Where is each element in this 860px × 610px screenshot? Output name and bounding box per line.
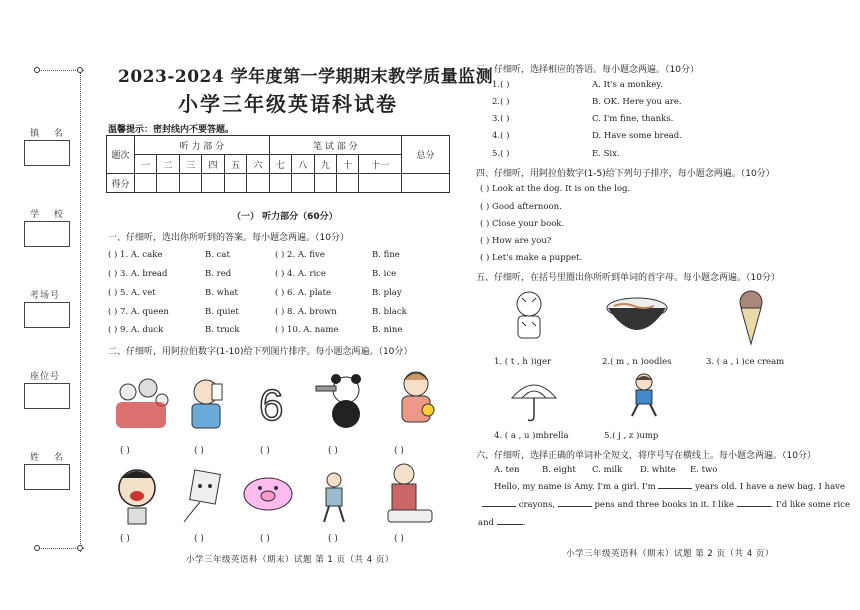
side-label-seat: 座位号 xyxy=(30,372,61,382)
score-col: 六 xyxy=(247,155,269,174)
q2-answer-paren[interactable]: ( ) xyxy=(260,446,270,456)
score-cell[interactable] xyxy=(314,174,336,193)
exam-subtitle: 小学三年级英语科试卷 xyxy=(178,92,398,116)
q1-item-a: ( ) 1. A. cake xyxy=(108,250,163,260)
jumping-kid-picture-icon xyxy=(314,470,354,526)
q6-passage-line-1 xyxy=(494,482,845,492)
score-cell[interactable] xyxy=(359,174,402,193)
footer-page-2: 小学三年级英语科（期末）试题 第 2 页（共 4 页） xyxy=(566,549,774,559)
q4-sentence: ( ) Look at the dog. It is on the log. xyxy=(480,184,631,194)
tiger-picture-icon xyxy=(508,288,550,346)
side-box-town[interactable] xyxy=(24,140,70,166)
q3-number: 1.( ) xyxy=(492,80,510,90)
drinking-boy-picture-icon xyxy=(186,374,230,430)
q2-answer-paren[interactable]: ( ) xyxy=(328,534,338,544)
q6-passage-line-2 xyxy=(482,500,850,510)
footer-page-1: 小学三年级英语科（期末）试题 第 1 页（共 4 页） xyxy=(186,555,394,565)
q1-item-b: B. cat xyxy=(205,250,230,260)
noodles-bowl-picture-icon xyxy=(604,292,670,340)
q2-answer-paren[interactable]: ( ) xyxy=(394,446,404,456)
q6-option: E. two xyxy=(690,465,718,475)
q1-item-d: B. ice xyxy=(372,269,397,279)
jumping-boy-picture-icon xyxy=(624,372,664,422)
score-col: 十一 xyxy=(359,155,402,174)
q4-sentence: ( ) Good afternoon. xyxy=(480,202,562,212)
q6-option: C. milk xyxy=(592,465,623,475)
q6-option: B. eight xyxy=(542,465,576,475)
score-cell[interactable] xyxy=(336,174,358,193)
q2-answer-paren[interactable]: ( ) xyxy=(328,446,338,456)
binding-hole-icon xyxy=(34,545,40,551)
q3-number: 3.( ) xyxy=(492,114,510,124)
q3-number: 5.( ) xyxy=(492,149,510,159)
q3-option: B. OK. Here you are. xyxy=(592,97,682,107)
q2-answer-paren[interactable]: ( ) xyxy=(394,534,404,544)
score-col: 五 xyxy=(224,155,246,174)
score-table xyxy=(106,135,450,193)
score-col: 十 xyxy=(336,155,358,174)
svg-text:6: 6 xyxy=(259,381,284,426)
q5-item: 4. ( a , u )mbrella xyxy=(494,431,569,441)
pig-picture-icon xyxy=(240,472,296,514)
q3-option: D. Have some bread. xyxy=(592,131,682,141)
q1-title: 一、仔细听，选出你所听到的答案。每小题念两遍。（10分） xyxy=(108,233,349,243)
q1-item-c: ( ) 2. A. five xyxy=(275,250,325,260)
q1-item-b: B. truck xyxy=(205,325,240,335)
q5-title: 五、仔细听，在括号里圈出你所听到单词的首字母。每小题念两遍。（10分） xyxy=(476,273,780,283)
score-col: 七 xyxy=(269,155,291,174)
side-label-school: 学 校 xyxy=(30,210,69,220)
q4-sentence: ( ) How are you? xyxy=(480,236,552,246)
q3-option: E. Six. xyxy=(592,149,620,159)
q5-item: 3. ( a , i )ce cream xyxy=(706,357,785,367)
score-cell[interactable] xyxy=(202,174,224,193)
binding-hole-icon xyxy=(77,545,83,551)
binding-hole-icon xyxy=(77,67,83,73)
side-box-school[interactable] xyxy=(24,221,70,247)
score-table-writing: 笔 试 部 分 xyxy=(269,136,401,155)
q4-title: 四、仔细听，用阿拉伯数字(1-5)给下列句子排序，每小题念两遍。（10分） xyxy=(476,169,775,179)
cook-picture-icon xyxy=(382,460,436,526)
q3-option: C. I'm fine, thanks. xyxy=(592,114,674,124)
q6-blank-4[interactable] xyxy=(737,506,771,507)
q2-answer-paren[interactable]: ( ) xyxy=(194,534,204,544)
q2-answer-paren[interactable]: ( ) xyxy=(120,446,130,456)
q1-item-c: ( ) 8. A. brown xyxy=(275,307,337,317)
side-label-exam-room: 考场号 xyxy=(30,291,61,301)
q2-answer-paren[interactable]: ( ) xyxy=(260,534,270,544)
score-cell[interactable] xyxy=(402,174,450,193)
q3-number: 2.( ) xyxy=(492,97,510,107)
score-table-total: 总分 xyxy=(402,136,450,174)
q1-item-b: B. quiet xyxy=(205,307,239,317)
q1-item-a: ( ) 3. A. bread xyxy=(108,269,168,279)
crying-boy-picture-icon xyxy=(114,466,160,526)
q1-item-c: ( ) 4. A. rice xyxy=(275,269,326,279)
score-cell[interactable] xyxy=(269,174,291,193)
q1-item-a: ( ) 9. A. duck xyxy=(108,325,164,335)
q6-passage-line-3 xyxy=(478,518,525,528)
q1-item-d: B. black xyxy=(372,307,407,317)
warning-tip: 温馨提示：密封线内不要答题。 xyxy=(108,125,235,135)
kite-picture-icon xyxy=(180,468,226,526)
q1-item-c: ( ) 6. A. plate xyxy=(275,288,332,298)
side-label-name: 姓 名 xyxy=(30,453,69,463)
score-col: 九 xyxy=(314,155,336,174)
q6-text: pens and three books in it. I like xyxy=(594,500,734,510)
score-col: 二 xyxy=(157,155,179,174)
q2-answer-paren[interactable]: ( ) xyxy=(194,446,204,456)
q4-sentence: ( ) Let's make a puppet. xyxy=(480,253,583,263)
score-cell[interactable] xyxy=(135,174,157,193)
q1-item-a: ( ) 5. A. vet xyxy=(108,288,156,298)
q6-text: years old. I have a new bag. I have xyxy=(695,482,845,492)
q5-item: 2.( m , n )oodles xyxy=(602,357,672,367)
section-listening-heading: （一） 听力部分（60分） xyxy=(232,212,338,222)
q4-sentence: ( ) Close your book. xyxy=(480,219,565,229)
side-box-name[interactable] xyxy=(24,464,70,490)
score-cell[interactable] xyxy=(157,174,179,193)
q6-option: A. ten xyxy=(494,465,520,475)
number-six-picture-icon xyxy=(256,378,290,426)
score-table-row-label: 题次 xyxy=(107,136,135,174)
q5-item: 1. ( t , h )iger xyxy=(494,357,552,367)
score-col: 八 xyxy=(292,155,314,174)
q3-option: A. It's a monkey. xyxy=(592,80,663,90)
q5-item: 5.( j , z )ump xyxy=(604,431,659,441)
score-col: 三 xyxy=(179,155,201,174)
q2-title: 二、仔细听，用阿拉伯数字(1-10)给下列图片排序。每小题念两遍。（10分） xyxy=(108,347,413,357)
q3-number: 4.( ) xyxy=(492,131,510,141)
q6-text: Hello, my name is Amy. I'm a girl. I'm xyxy=(494,482,656,492)
q1-item-b: B. red xyxy=(205,269,232,279)
q6-blank-2[interactable] xyxy=(482,506,516,507)
q1-item-d: B. nine xyxy=(372,325,403,335)
q6-title: 六、仔细听，选择正确的单词补全短文，将序号写在横线上。每小题念两遍。（10分） xyxy=(476,451,816,461)
binding-hole-icon xyxy=(34,67,40,73)
q6-text: and xyxy=(478,518,494,528)
side-box-seat[interactable] xyxy=(24,383,70,409)
score-cell[interactable] xyxy=(224,174,246,193)
score-col: 一 xyxy=(135,155,157,174)
score-cell[interactable] xyxy=(247,174,269,193)
q1-item-a: ( ) 7. A. queen xyxy=(108,307,169,317)
q6-text: . xyxy=(522,518,526,528)
score-row-label: 得分 xyxy=(107,174,135,193)
q1-item-d: B. play xyxy=(372,288,402,298)
umbrella-picture-icon xyxy=(508,376,560,424)
q6-blank-1[interactable] xyxy=(658,488,692,489)
q1-item-c: ( ) 10. A. name xyxy=(275,325,339,335)
seal-line xyxy=(80,72,81,552)
score-col: 四 xyxy=(202,155,224,174)
q1-item-b: B. what xyxy=(205,288,238,298)
side-box-exam-room[interactable] xyxy=(24,302,70,328)
q6-blank-3[interactable] xyxy=(558,506,592,507)
exam-title: 2023-2024 学年度第一学期期末教学质量监测 xyxy=(118,67,494,87)
q1-item-d: B. fine xyxy=(372,250,400,260)
q3-title: 三、仔细听，选择相应的答语。每小题念两遍。（10分） xyxy=(476,65,699,75)
score-table-listening: 听 力 部 分 xyxy=(135,136,270,155)
family-picture-icon xyxy=(112,372,170,430)
q6-blank-5[interactable] xyxy=(497,524,523,525)
girl-eating-picture-icon xyxy=(392,366,440,428)
q6-text: . I'd like some rice xyxy=(770,500,850,510)
ice-cream-picture-icon xyxy=(736,290,766,346)
q6-text: crayons, xyxy=(518,500,556,510)
q6-option: D. white xyxy=(640,465,676,475)
q2-answer-paren[interactable]: ( ) xyxy=(120,534,130,544)
panda-trumpet-picture-icon xyxy=(312,370,368,430)
side-label-town: 镇 名 xyxy=(30,129,69,139)
score-cell[interactable] xyxy=(179,174,201,193)
score-cell[interactable] xyxy=(292,174,314,193)
